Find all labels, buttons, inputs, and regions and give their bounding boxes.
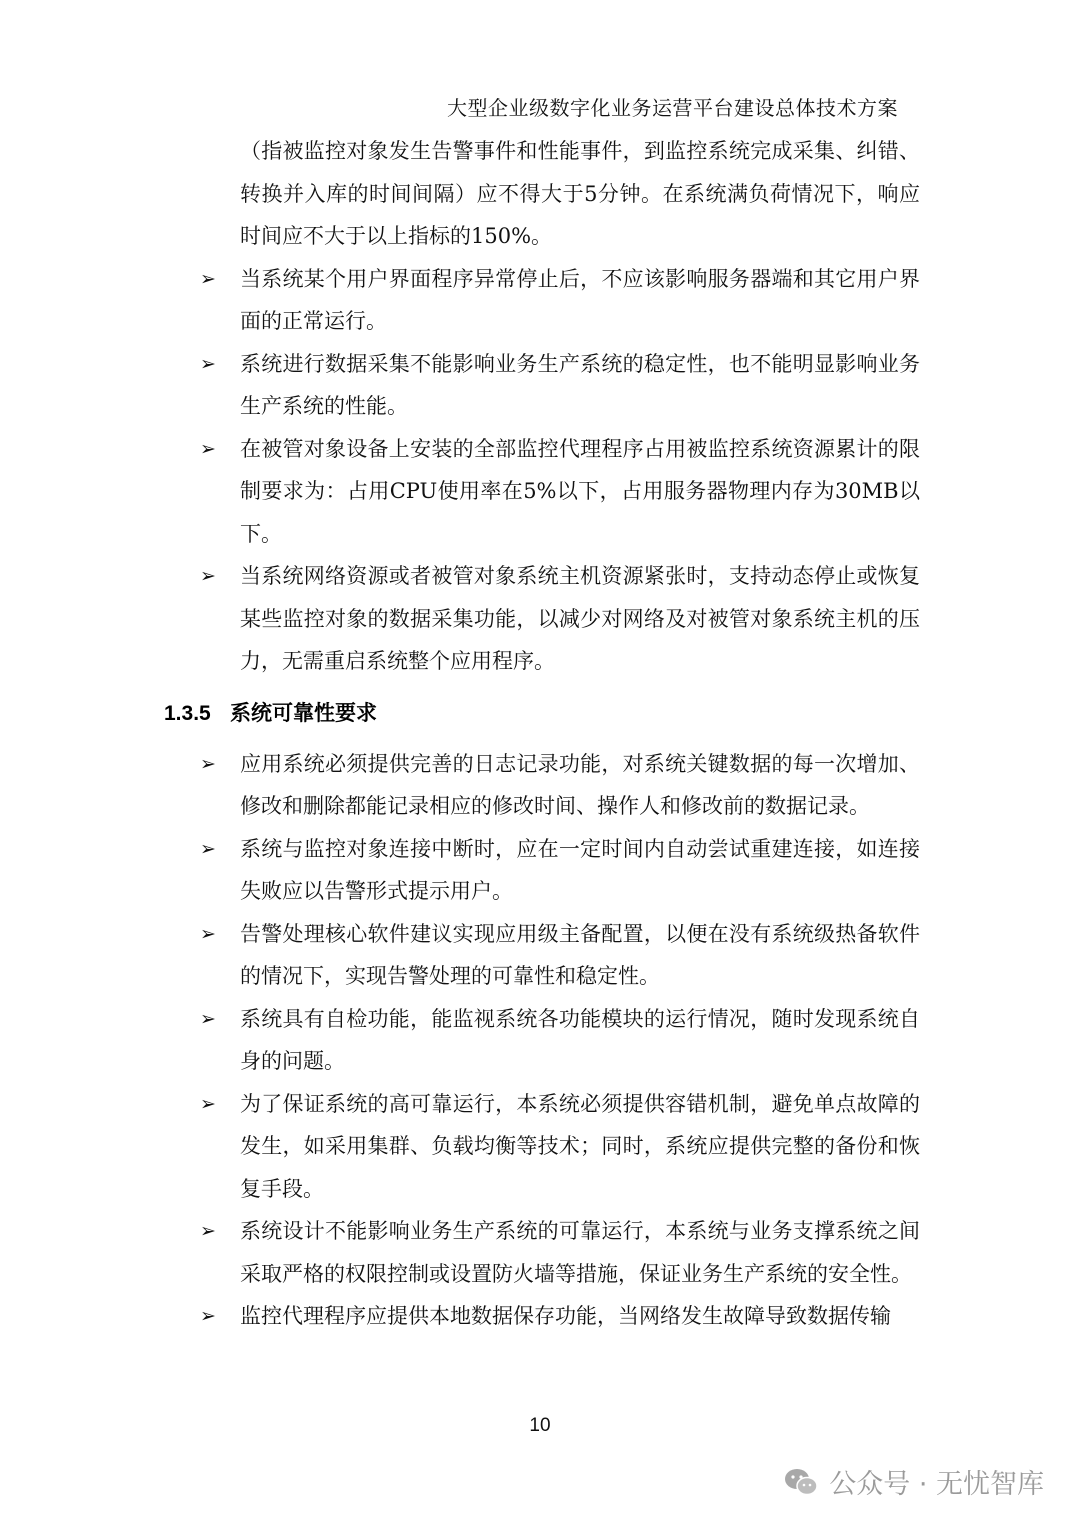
bullet-arrow-icon: ➢ xyxy=(200,267,216,290)
bullet-arrow-icon: ➢ xyxy=(200,837,216,860)
page-number: 10 xyxy=(529,1415,551,1436)
list-item-text: 系统设计不能影响业务生产系统的可靠运行，本系统与业务支撑系统之间采取严格的权限控制或设置防火墙等措施，保证业务生产系统的安全性。 xyxy=(240,1219,920,1286)
list-item xyxy=(200,998,920,1083)
list-item xyxy=(200,343,920,428)
section-heading xyxy=(164,693,1080,735)
list-item-text: 当系统网络资源或者被管对象系统主机资源紧张时，支持动态停止或恢复某些监控对象的数据采集功能，以减少对网络及对被管对象系统主机的压力，无需重启系统整个应用程序。 xyxy=(240,564,920,673)
bullet-arrow-icon: ➢ xyxy=(200,1305,216,1327)
bullet-arrow-icon: ➢ xyxy=(200,1220,216,1242)
list-item-text: 当系统某个用户界面程序异常停止后，不应该影响服务器端和其它用户界面的正常运行。 xyxy=(240,266,920,333)
intro-paragraph: （指被监控对象发生告警事件和性能事件，到监控系统完成采集、纠错、转换并入库的时间间隔）应不得大于5分钟。在系统满负荷情况下，响应时间应不大于以上指标的150%。 xyxy=(240,139,920,248)
section-title: 系统可靠性要求 xyxy=(230,701,377,725)
bullet-arrow-icon: ➢ xyxy=(200,352,216,375)
list-item-text: 系统进行数据采集不能影响业务生产系统的稳定性，也不能明显影响业务生产系统的性能。 xyxy=(240,351,920,418)
list-item-text: 为了保证系统的高可靠运行，本系统必须提供容错机制，避免单点故障的发生，如采用集群、负载均衡等技术；同时，系统应提供完整的备份和恢复手段。 xyxy=(240,1091,920,1201)
list-item-text: 监控代理程序应提供本地数据保存功能，当网络发生故障导致数据传输 xyxy=(240,1304,891,1328)
list-item-text: 系统具有自检功能，能监视系统各功能模块的运行情况，随时发现系统自身的问题。 xyxy=(240,1006,920,1073)
bullet-arrow-icon: ➢ xyxy=(200,922,216,945)
list-item xyxy=(200,428,920,556)
running-header: 大型企业级数字化业务运营平台建设总体技术方案 xyxy=(447,96,898,120)
bullet-arrow-icon: ➢ xyxy=(200,752,216,775)
bullet-arrow-icon: ➢ xyxy=(200,437,216,460)
page-content xyxy=(0,130,1080,1338)
list-item xyxy=(200,1295,920,1338)
list-item xyxy=(200,828,920,913)
bullet-arrow-icon: ➢ xyxy=(200,1092,216,1115)
watermark-text: 公众号 · 无忧智库 xyxy=(829,1469,1044,1500)
list-item-text: 告警处理核心软件建议实现应用级主备配置，以便在没有系统级热备软件的情况下，实现告警处理的可靠性和稳定性。 xyxy=(240,921,920,988)
list-item xyxy=(200,1083,920,1211)
watermark xyxy=(783,1462,1044,1501)
list-item-text: 应用系统必须提供完善的日志记录功能，对系统关键数据的每一次增加、修改和删除都能记录相应的修改时间、操作人和修改前的数据记录。 xyxy=(240,751,920,818)
list-item-text: 系统与监控对象连接中断时，应在一定时间内自动尝试重建连接，如连接失败应以告警形式提示用户。 xyxy=(240,836,920,903)
list-item xyxy=(200,1210,920,1295)
list-item xyxy=(200,258,920,343)
bullet-arrow-icon: ➢ xyxy=(200,1007,216,1030)
section-number: 1.3.5 xyxy=(164,701,211,725)
list-item xyxy=(200,555,920,683)
wechat-icon xyxy=(783,1467,819,1497)
list-item xyxy=(200,913,920,998)
bullet-arrow-icon: ➢ xyxy=(200,565,216,587)
list-item xyxy=(200,743,920,828)
list-item-text: 在被管对象设备上安装的全部监控代理程序占用被监控系统资源累计的限制要求为：占用CPU使用率在5%以下，占用服务器物理内存为30MB以下。 xyxy=(240,436,920,546)
